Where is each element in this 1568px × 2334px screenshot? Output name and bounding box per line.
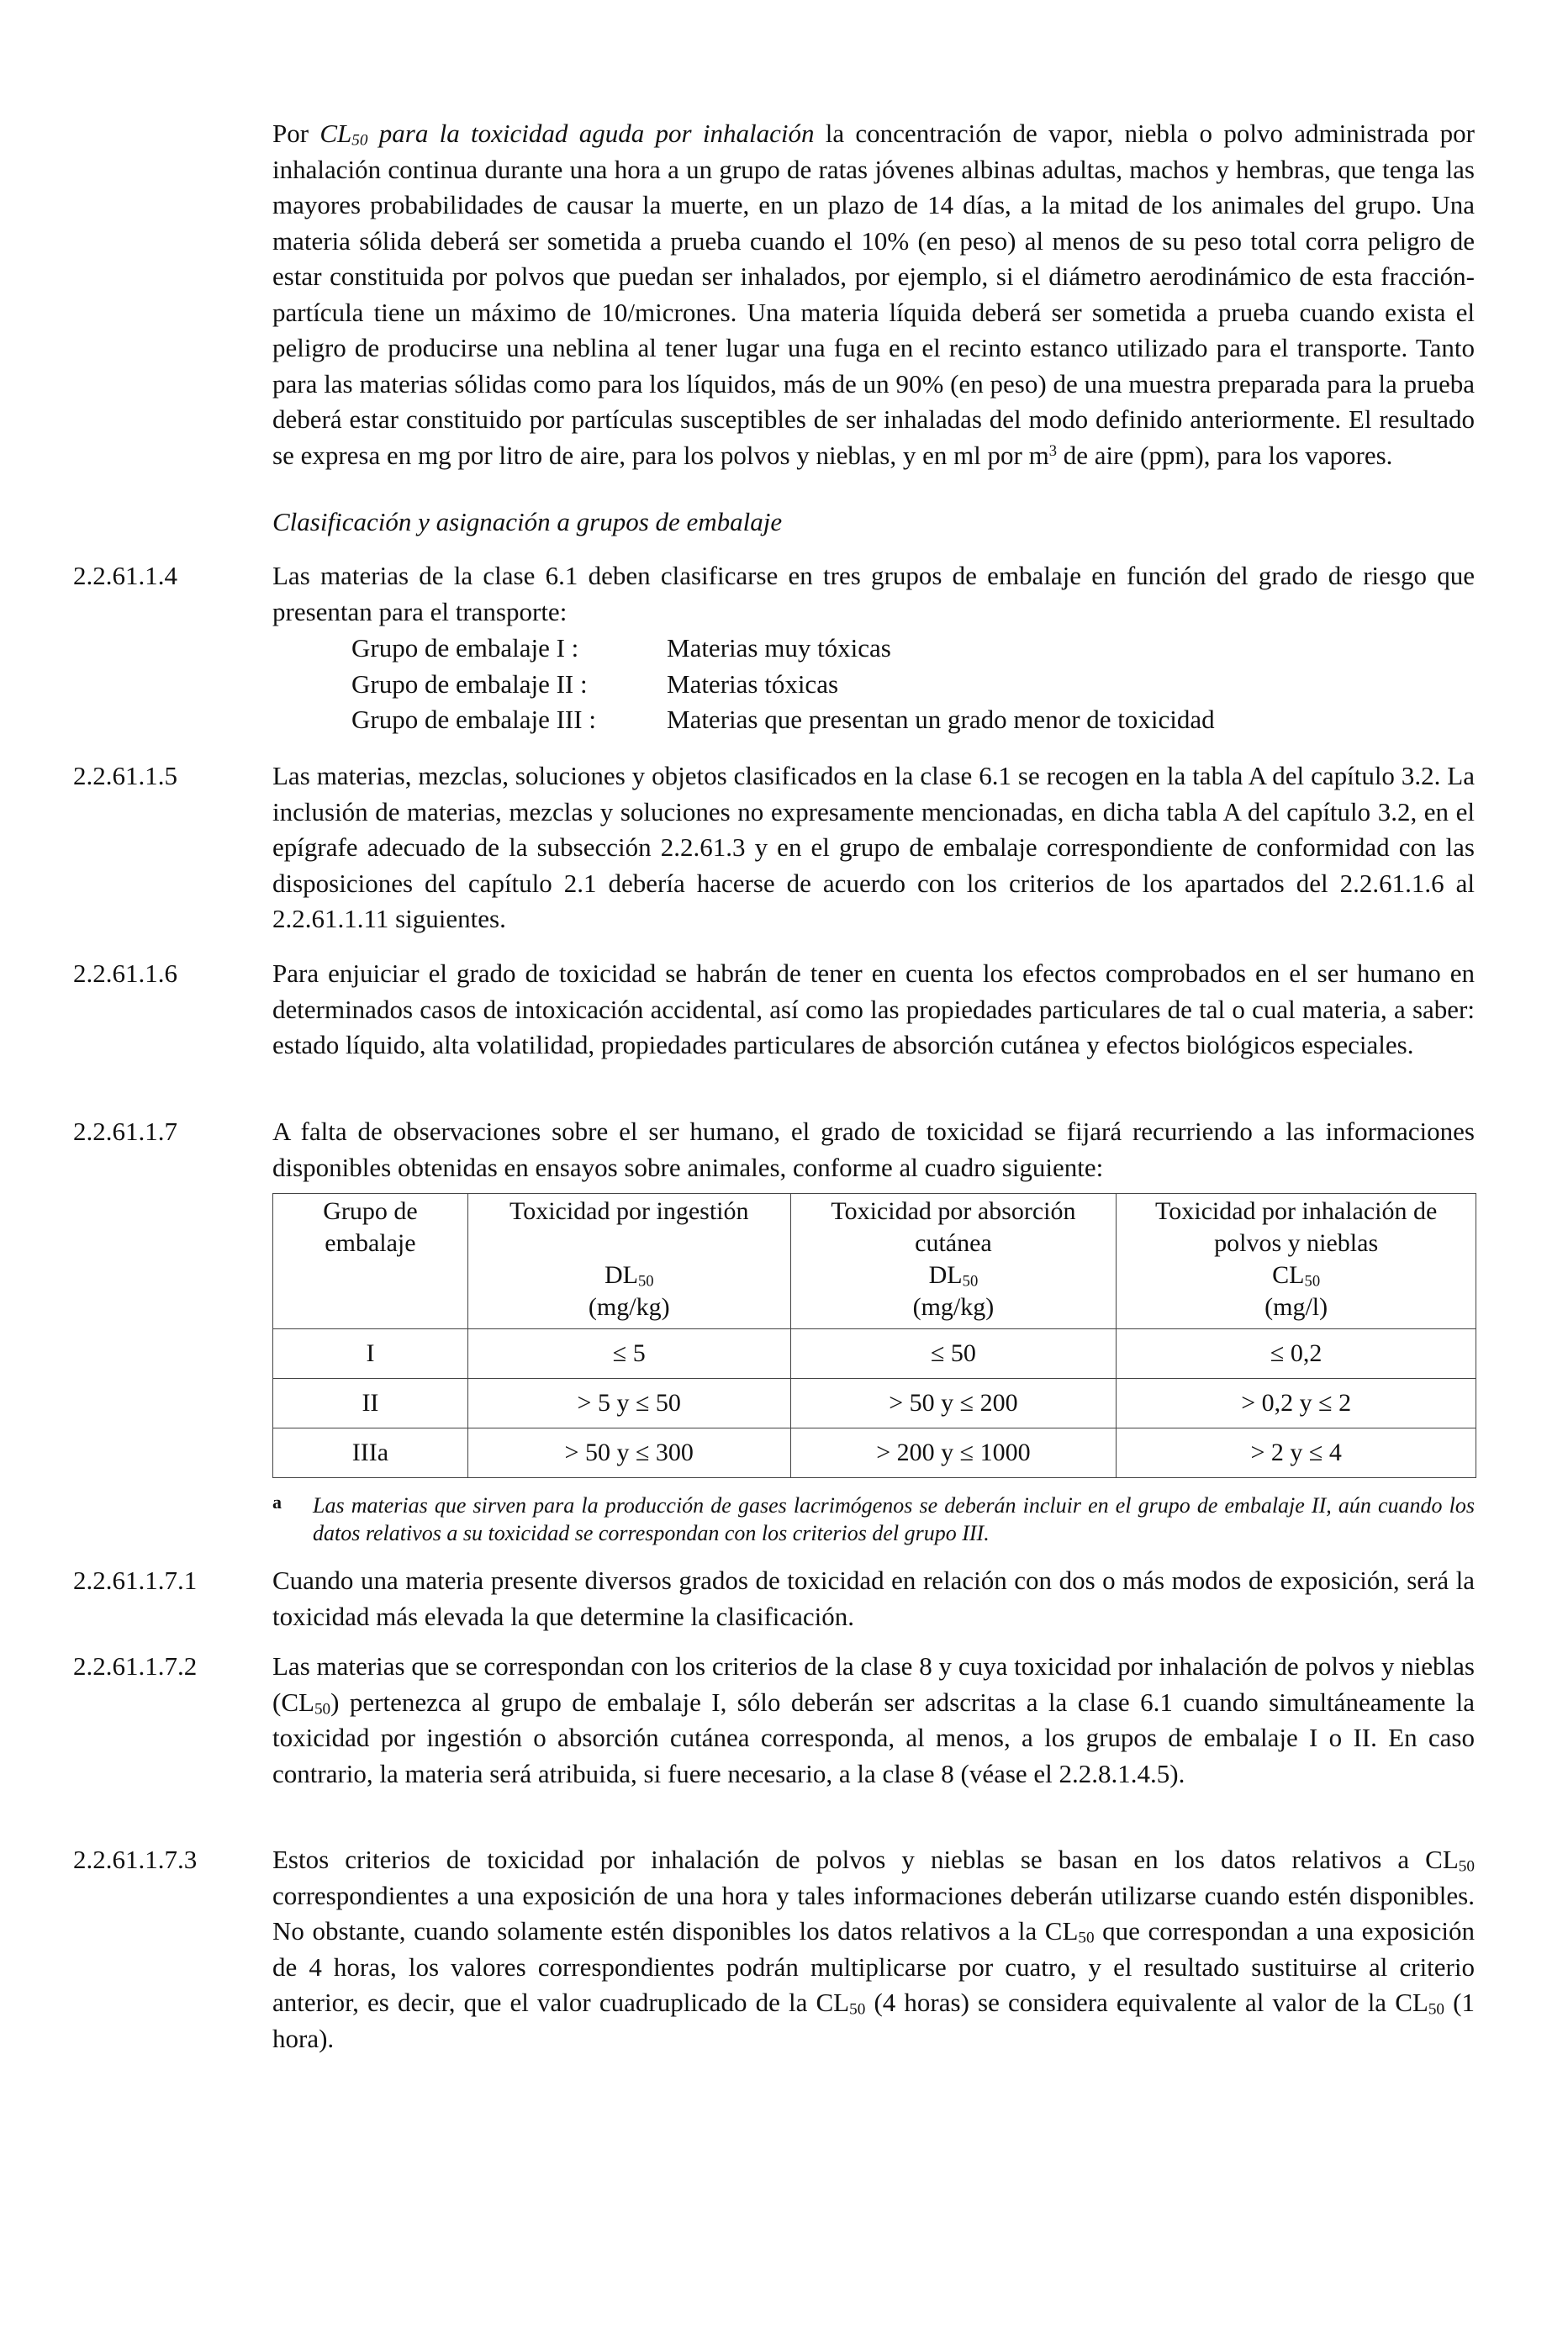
measure-base: DL (928, 1261, 963, 1289)
packing-group-row (351, 631, 1215, 667)
cell-inhalation: > 0,2 y ≤ 2 (1117, 1379, 1476, 1428)
section-text: A falta de observaciones sobre el ser humano, el grado de toxicidad se fijará recurriendo a las informaciones disponibles obtenidas en ensayos sobre animales, conforme al cuadro siguiente: (272, 1117, 1475, 1182)
cell-group: I (273, 1329, 468, 1379)
footnote-text: Las materias que sirven para la producción de gases lacrimógenos se deberán incluir en el grupo de embalaje II, aún cuando los datos relativos a su toxicidad se correspondan con los criterios del grupo III. (313, 1493, 1475, 1545)
header-line: Toxicidad por inhalación de (1155, 1197, 1438, 1225)
cl50-subscript: 50 (1458, 1857, 1475, 1876)
cl50-subscript: 50 (314, 1699, 331, 1718)
cl50-definition-text: la concentración de vapor, niebla o polvo administrada por inhalación continua durante una hora a un grupo de ratas jóvenes albinas adultas, machos y hembras, que tenga las mayores probabilidades de causar la muerte, en un plazo de 14 días, a la mitad de los animales del grupo. Una materia sólida deberá ser sometida a prueba cuando el 10% (en peso) al menos de su peso total corra peligro de estar constituida por polvos que puedan ser inhalados, por ejemplo, si el diámetro aerodinámico de esta fracción-partícula tiene un máximo de 10/micrones. Una materia líquida deberá ser sometida a prueba cuando exista el peligro de producirse una neblina al tener lugar una fuga en el recinto estanco utilizado para el transporte. Tanto para las materias sólidas como para los líquidos, más de un 90% (en peso) de una muestra preparada para la prueba deberá estar constituido por partículas susceptibles de ser inhaladas del modo definido anteriormente. El resultado se expresa en mg por litro de aire, para los polvos y nieblas, y en ml por m (272, 119, 1475, 470)
table-row (273, 1379, 1476, 1428)
header-dermal (790, 1194, 1117, 1329)
header-line: Grupo de (323, 1197, 418, 1225)
cl50-subscript: 50 (1078, 1929, 1095, 1947)
section-number: 2.2.61.1.7.1 (73, 1566, 198, 1595)
section-text: Para enjuiciar el grado de toxicidad se habrán de tener en cuenta los efectos comprobados en el ser humano en determinados casos de intoxicación accidental, así como las propiedades particulares de tal o cual materia, a saber: estado líquido, alta volatilidad, propiedades particulares de absorción cutánea y efectos biológicos especiales. (272, 958, 1475, 1059)
cell-inhalation: > 2 y ≤ 4 (1117, 1428, 1476, 1478)
header-spacer (473, 1228, 785, 1259)
section-text: Las materias de la clase 6.1 deben clasificarse en tres grupos de embalaje en función del grado de riesgo que presentan para el transporte: (272, 561, 1475, 626)
section-number: 2.2.61.1.4 (73, 561, 177, 590)
packing-group-description: Materias muy tóxicas (667, 633, 891, 663)
packing-group-row (351, 702, 1215, 738)
cell-dermal: > 50 y ≤ 200 (790, 1379, 1117, 1428)
cl50-term-subscript: 50 (351, 131, 368, 150)
packing-group-description: Materias tóxicas (667, 668, 839, 699)
section-text: Cuando una materia presente diversos grados de toxicidad en relación con dos o más modos de exposición, será la toxicidad más elevada la que determine la clasificación. (272, 1566, 1475, 1631)
section-number: 2.2.61.1.7.3 (73, 1845, 198, 1874)
header-line: Toxicidad por absorción (831, 1197, 1076, 1225)
packing-group-description: Materias que presentan un grado menor de toxicidad (667, 705, 1215, 734)
cell-ingestion: > 5 y ≤ 50 (467, 1379, 790, 1428)
text-part: que correspondan a una exposición de 4 horas, los valores correspondientes podrán multiplicarse por cuatro, y el resultado sustituirse al criterio anterior, es decir, que el valor cuadruplicado de la CL (272, 1916, 1475, 2017)
table-row (273, 1329, 1476, 1379)
cell-group: IIIa (273, 1428, 468, 1478)
header-measure (1122, 1259, 1470, 1291)
text-part: correspondientes a una exposición de una hora y tales informaciones deberán utilizarse cuando estén disponibles. No obstante, cuando solamente estén disponibles los datos relativos a la CL (272, 1880, 1475, 1946)
table-header-row (273, 1194, 1476, 1329)
text-part: (4 horas) se considera equivalente al valor de la CL (865, 1988, 1428, 2017)
header-inhalation (1117, 1194, 1476, 1329)
header-line: Toxicidad por ingestión (509, 1197, 749, 1225)
cl50-subscript: 50 (1428, 2000, 1445, 2019)
cl50-definition-paragraph (272, 116, 1475, 473)
text-part: (1 hora). (272, 1988, 1475, 2053)
cl50-term-rest: para la toxicidad aguda por inhalación (367, 119, 815, 148)
section-text (272, 1842, 1475, 2057)
text-part: Las materias que se correspondan con los criterios de la clase 8 y cuya toxicidad por inhalación de polvos y nieblas (CL (272, 1651, 1475, 1717)
cell-group: II (273, 1379, 468, 1428)
section-number: 2.2.61.1.7 (73, 1117, 177, 1146)
cl50-subscript: 50 (849, 2000, 866, 2019)
section-text: Las materias, mezclas, soluciones y objetos clasificados en la clase 6.1 se recogen en la tabla A del capítulo 3.2. La inclusión de materias, mezclas y soluciones no expresamente mencionadas, en dicha tabla A del capítulo 3.2, en el epígrafe adecuado de la subsección 2.2.61.3 y en el grupo de embalaje correspondiente de conformidad con las disposiciones del capítulo 2.1 debería hacerse de acuerdo con los criterios de los apartados del 2.2.61.1.6 al 2.2.61.1.11 siguientes. (272, 761, 1475, 933)
packing-group-label: Grupo de embalaje I : (351, 633, 579, 663)
section-number: 2.2.61.1.7.2 (73, 1651, 198, 1681)
cell-dermal: ≤ 50 (790, 1329, 1117, 1379)
section-text (272, 1649, 1475, 1792)
text-part: ) pertenezca al grupo de embalaje I, sólo deberán ser adscritas a la clase 6.1 cuando simultáneamente la toxicidad por ingestión o absorción cutánea corresponda, al menos, a los grupos de embalaje I o II. En caso contrario, la materia será atribuida, si fuere necesario, a la clase 8 (véase el 2.2.8.1.4.5). (272, 1687, 1475, 1788)
packing-group-list (351, 631, 1215, 738)
cell-dermal: > 200 y ≤ 1000 (790, 1428, 1117, 1478)
header-packing-group (273, 1194, 468, 1329)
section-number: 2.2.61.1.5 (73, 761, 177, 790)
header-unit: (mg/kg) (912, 1293, 995, 1321)
header-line: polvos y nieblas (1214, 1229, 1379, 1257)
text-part: Estos criterios de toxicidad por inhalación de polvos y nieblas se basan en los datos relativos a CL (272, 1845, 1459, 1874)
header-line: cutánea (915, 1229, 992, 1257)
cell-inhalation: ≤ 0,2 (1117, 1329, 1476, 1379)
cell-ingestion: > 50 y ≤ 300 (467, 1428, 790, 1478)
measure-base: CL (1272, 1261, 1305, 1289)
header-unit: (mg/kg) (588, 1293, 670, 1321)
cell-ingestion: ≤ 5 (467, 1329, 790, 1379)
classification-heading: Clasificación y asignación a grupos de embalaje (272, 507, 783, 536)
measure-base: DL (604, 1261, 638, 1289)
footnote-mark: a (272, 1492, 282, 1513)
packing-group-row (351, 667, 1215, 703)
section-number: 2.2.61.1.6 (73, 958, 177, 988)
header-measure (473, 1259, 785, 1291)
measure-subscript: 50 (1304, 1272, 1321, 1291)
header-measure (796, 1259, 1111, 1291)
paragraph-lead: Por (272, 119, 320, 148)
cubic-superscript: 3 (1048, 441, 1058, 460)
packing-group-label: Grupo de embalaje II : (351, 668, 588, 699)
cl50-term (319, 119, 814, 148)
header-unit: (mg/l) (1264, 1293, 1328, 1321)
header-ingestion (467, 1194, 790, 1329)
toxicity-table (272, 1193, 1476, 1478)
measure-subscript: 50 (962, 1272, 979, 1291)
packing-group-label: Grupo de embalaje III : (351, 705, 596, 734)
cl50-term-base: CL (319, 119, 352, 148)
measure-subscript: 50 (637, 1272, 654, 1291)
header-line: embalaje (325, 1229, 416, 1257)
cl50-definition-end: de aire (ppm), para los vapores. (1057, 440, 1393, 470)
table-footnote (272, 1492, 1475, 1547)
table-row (273, 1428, 1476, 1478)
